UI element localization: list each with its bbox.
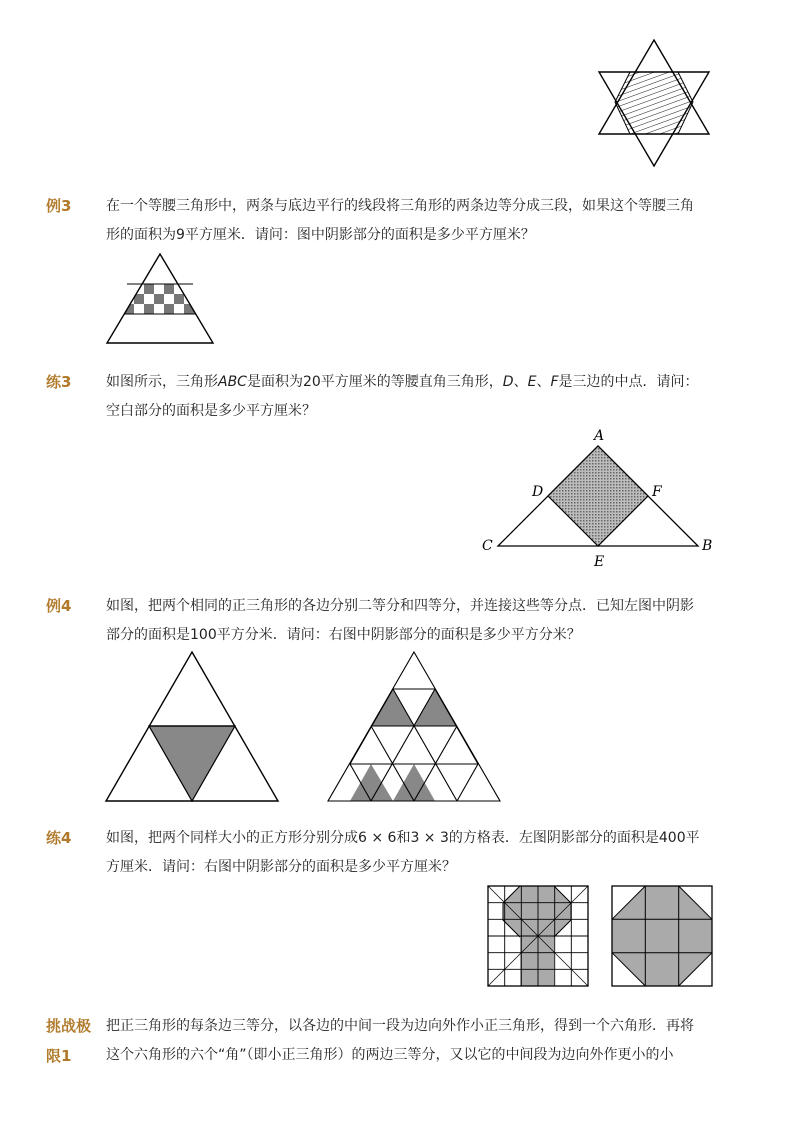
point-e-label: E [594, 554, 605, 570]
challenge-label-line2: 限1 [46, 1047, 72, 1065]
triangle-name: ABC [218, 374, 247, 390]
practice3-label: 练3 [46, 373, 72, 391]
example4-line2: 部分的面积是100平方分米．请问：右图中阴影部分的面积是多少平方分米？ [106, 627, 581, 643]
right-triangle-figure [478, 424, 718, 570]
text-part: 如图所示，三角形 [106, 374, 218, 390]
challenge-text [106, 1012, 726, 1070]
hexagram-figure [592, 36, 716, 170]
triangle-quarters-figure [326, 650, 502, 804]
text-part: 是面积为20平方厘米的等腰直角三角形， [246, 374, 503, 390]
example4-text [106, 592, 726, 650]
example3-label: 例3 [46, 197, 72, 215]
grid-6x6-figure [486, 884, 590, 988]
practice3-line2: 空白部分的面积是多少平方厘米？ [106, 403, 316, 419]
point-a-label: A [594, 428, 605, 444]
point-c-label: C [482, 538, 493, 554]
point-f-text: F [550, 374, 559, 390]
example3-line2: 形的面积为9平方厘米．请问：图中阴影部分的面积是多少平方厘米？ [106, 227, 535, 243]
point-f-label: F [652, 484, 662, 500]
triangle-halves-figure [104, 650, 280, 804]
point-d-label: D [532, 484, 544, 500]
practice3-line1 [106, 368, 726, 397]
example4-line1: 如图，把两个相同的正三角形的各边分别二等分和四等分，并连接这些等分点．已知左图中阴影 [106, 598, 694, 614]
example3-line1: 在一个等腰三角形中，两条与底边平行的线段将三角形的两条边等分成三段，如果这个等腰三角 [106, 198, 694, 214]
shaded-octagon [612, 886, 712, 986]
point-d-text: D [502, 374, 514, 390]
practice4-label: 练4 [46, 829, 72, 847]
center-triangle-shaded [149, 726, 235, 801]
practice4-line1: 如图，把两个同样大小的正方形分别分成6 × 6和3 × 3的方格表．左图阴影部分的面积是400平 [106, 830, 700, 846]
grid-3x3-figure [610, 884, 714, 988]
example4-label: 例4 [46, 597, 72, 615]
checkered-triangle-figure [104, 252, 216, 346]
text-part: 是三边的中点．请问： [558, 374, 699, 390]
challenge-label [46, 1012, 91, 1070]
challenge-line2: 这个六角形的六个“角”（即小正三角形）的两边三等分，又以它的中间段为边向外作更小的小 [106, 1047, 674, 1063]
practice4-line2: 方厘米．请问：右图中阴影部分的面积是多少平方厘米？ [106, 859, 456, 875]
practice4-text [106, 824, 726, 882]
challenge-label-line1: 挑战极 [46, 1017, 92, 1035]
separator: 、 [513, 374, 528, 390]
point-b-label: B [702, 538, 713, 554]
practice3-text [106, 368, 726, 426]
point-e-text: E [527, 374, 537, 390]
example3-text [106, 192, 726, 250]
hexagon-shaded [615, 72, 693, 134]
separator: 、 [536, 374, 551, 390]
challenge-line1: 把正三角形的每条边三等分，以各边的中间一段为边向外作小正三角形，得到一个六角形．再将 [106, 1018, 694, 1034]
